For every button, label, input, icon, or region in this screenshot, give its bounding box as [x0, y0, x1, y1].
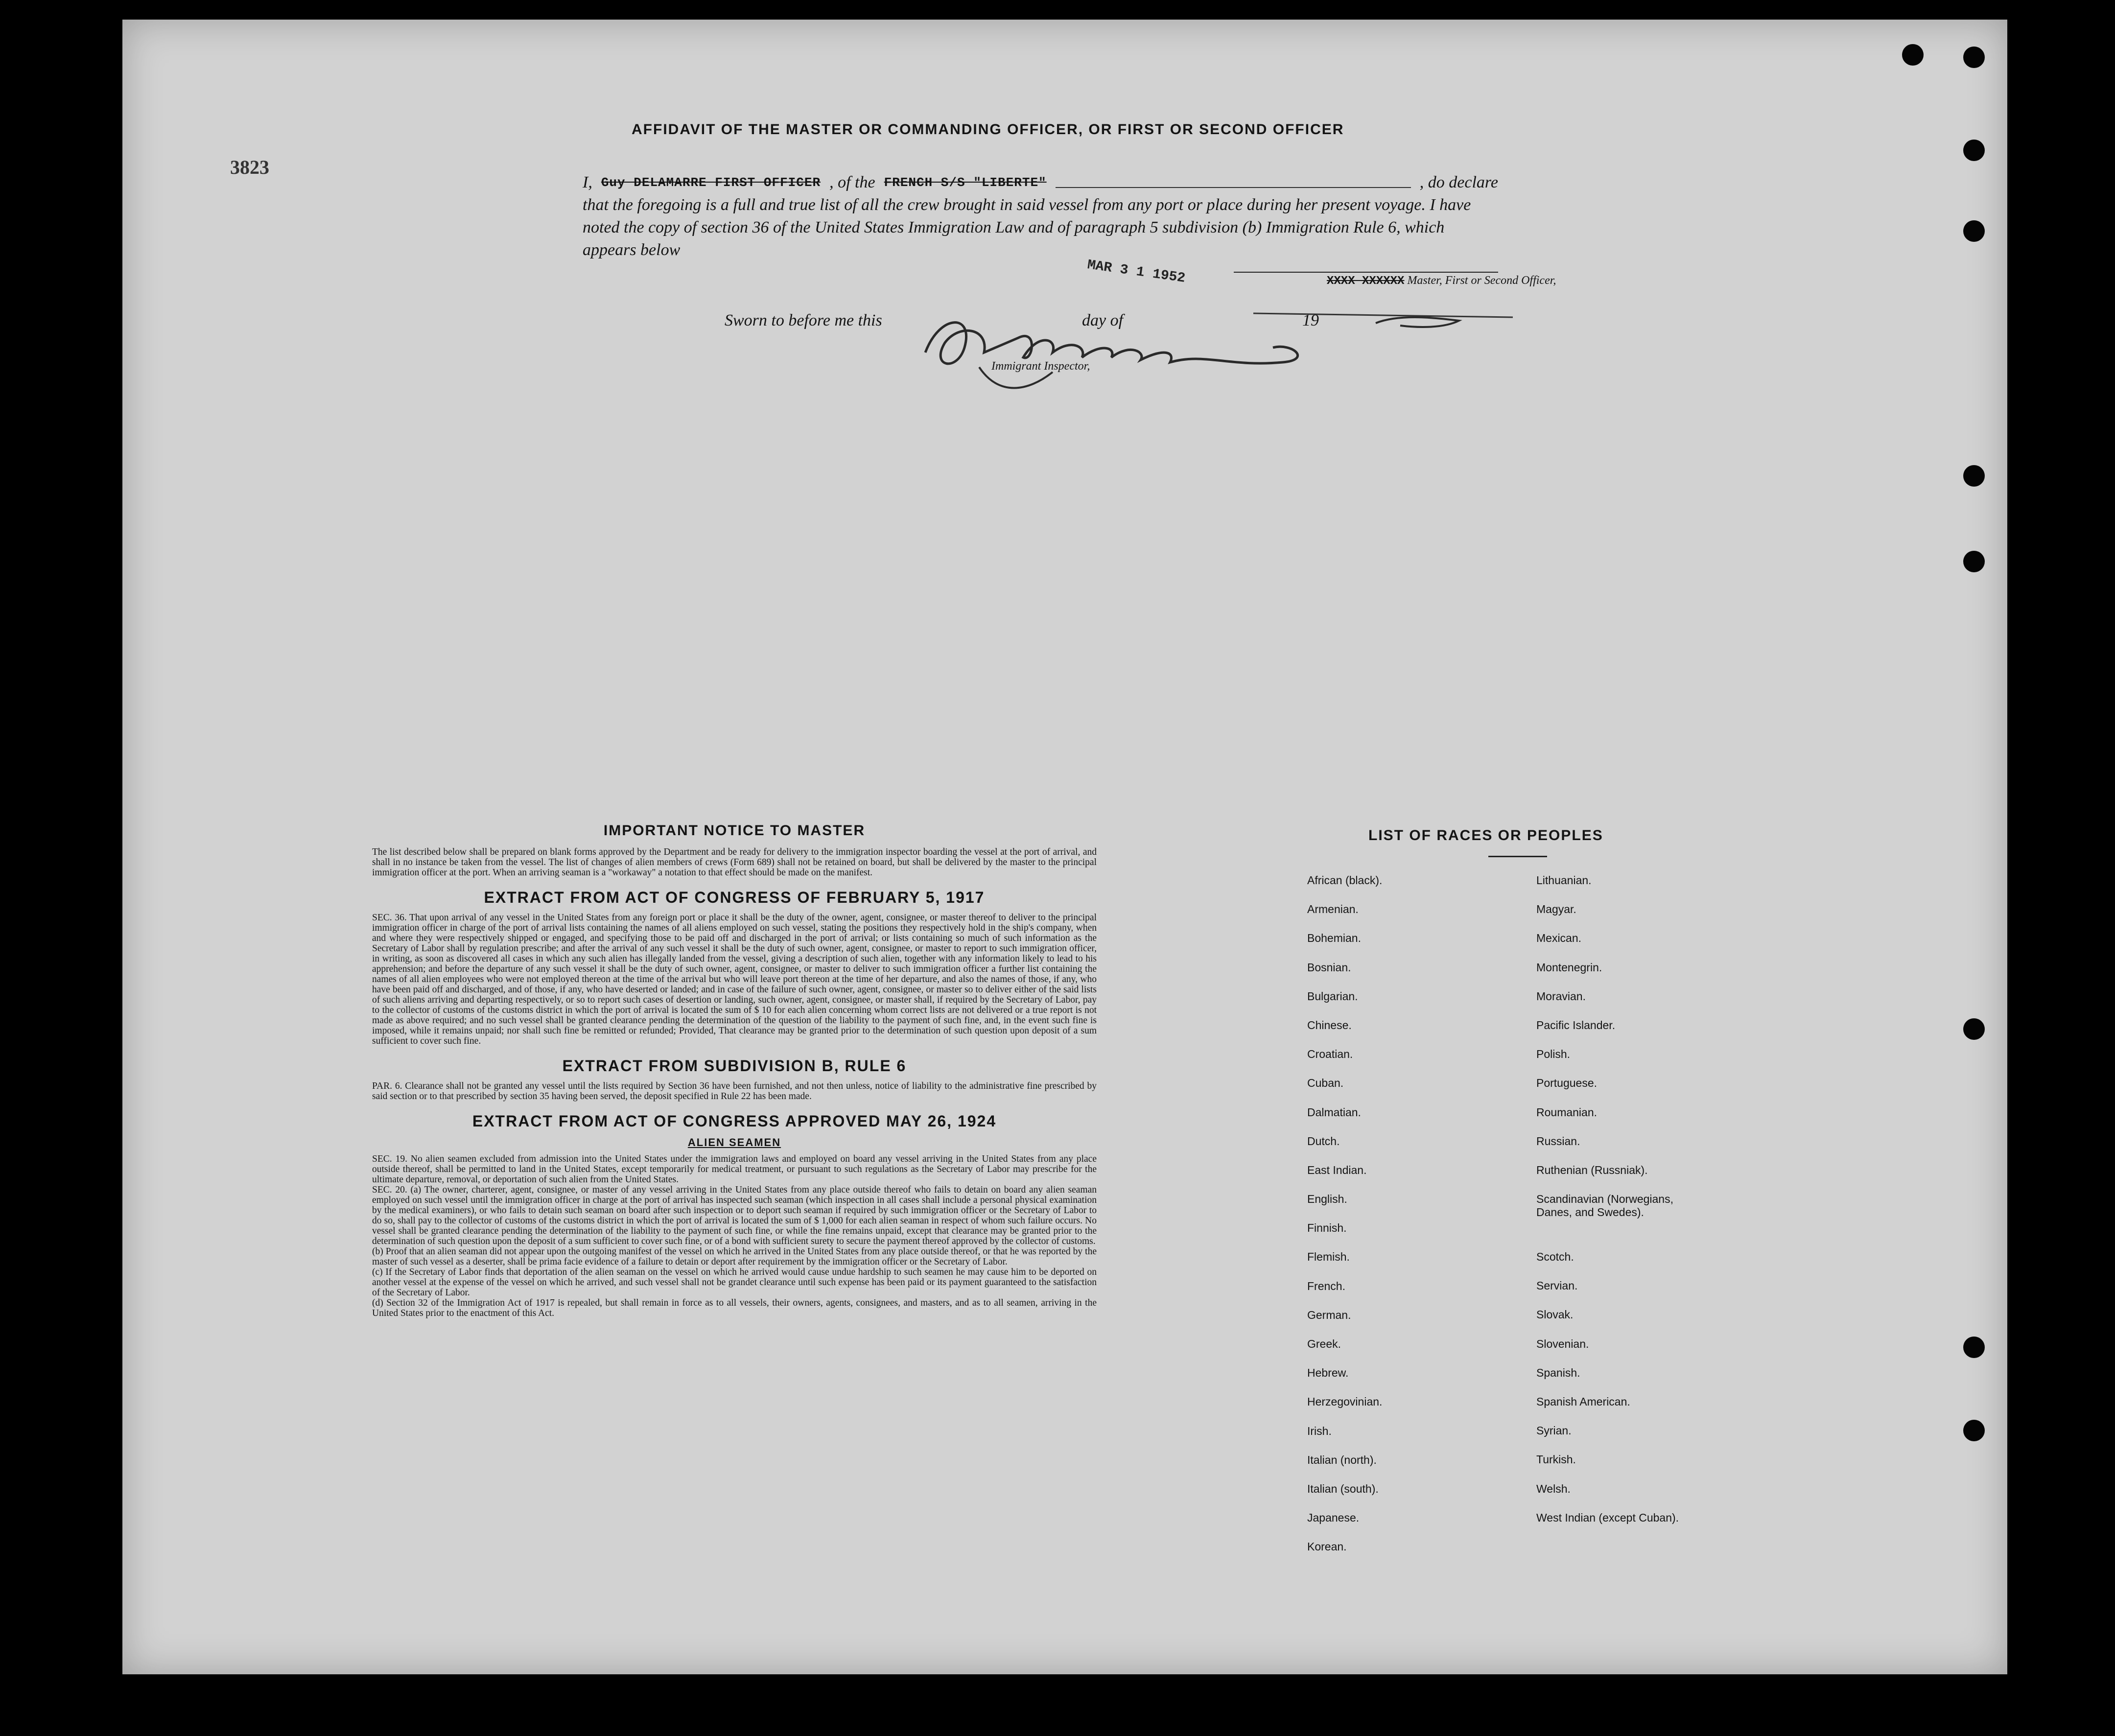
inspector-signature	[911, 294, 1523, 401]
list-item: Croatian.	[1307, 1048, 1353, 1061]
punch-hole-icon	[1902, 44, 1924, 66]
corner-mark: 3823	[230, 156, 269, 178]
punch-hole-icon	[1963, 551, 1985, 572]
punch-hole-icon	[1963, 1420, 1985, 1441]
list-item: Flemish.	[1307, 1250, 1350, 1264]
list-item: Polish.	[1536, 1048, 1571, 1061]
list-item: African (black).	[1307, 874, 1383, 887]
declaration-do-declare: , do declare	[1419, 173, 1498, 191]
sec20a-text: SEC. 20. (a) The owner, charterer, agent, consignee, or master of any vessel arriving in the United States from any place outside thereof who fails to detain on board any alien seaman employed on such vessel until the immigration officer in charge at the port of arrival has inspected such seaman (which inspection in all cases shall include a personal physical examination by the medical examiners), or who fails to detain such seaman on board after such inspection or to deport such seaman if required by such immigration officer or the Secretary of Labor to do so, shall pay to the collector of customs of the customs district in which the port of arrival is located the sum of $ 1,000 for each alien seaman in respect of whom such failure occurs. No vessel shall be granted clearance pending the determination of the liability to the payment of such fine, or while the fine remains unpaid, except that clearance may be granted prior to the determination of such question upon the deposit of a sum sufficient to cover such fine, or of a bond with sufficient surety to secure the payment thereof approved by the collector of customs.	[372, 1185, 1097, 1246]
list-item: Roumanian.	[1536, 1105, 1598, 1119]
list-item: Lithuanian.	[1536, 874, 1592, 887]
list-item: East Indian.	[1307, 1163, 1367, 1176]
punch-hole-icon	[1963, 465, 1985, 487]
list-item: Herzegovinian.	[1307, 1395, 1383, 1408]
races-list-left	[1307, 874, 1454, 1570]
races-title: LIST OF RACES OR PEOPLES	[1368, 827, 1603, 844]
declaration-of-the: , of the	[829, 173, 875, 191]
list-item: Hebrew.	[1307, 1366, 1349, 1380]
extract3-subtitle: ALIEN SEAMEN	[687, 1136, 781, 1149]
extract2-text: PAR. 6. Clearance shall not be granted any vessel until the lists required by Section 36 have been furnished, and not then unless, notice of liability to the administrative fine prescribed by said section or to that prescribed by section 35 having been served, the deposit specified in Rule 22 has been made.	[372, 1081, 1097, 1102]
list-item: Chinese.	[1307, 1018, 1352, 1032]
list-item: Slovak.	[1536, 1308, 1574, 1321]
list-item: Bohemian.	[1307, 932, 1361, 945]
officer-title-text: Master, First or Second Officer,	[1407, 274, 1556, 287]
inspector-label: Immigrant Inspector,	[991, 360, 1090, 373]
list-item: Pacific Islander.	[1536, 1018, 1616, 1032]
list-item: German.	[1307, 1308, 1351, 1321]
list-item: Welsh.	[1536, 1482, 1571, 1495]
list-item: Armenian.	[1307, 903, 1359, 916]
year-prefix: 19	[1302, 311, 1319, 329]
list-item: Cuban.	[1307, 1077, 1344, 1090]
list-item: Italian (north).	[1307, 1453, 1377, 1466]
list-item: Portuguese.	[1536, 1077, 1598, 1090]
punch-hole-icon	[1963, 220, 1985, 242]
sec20d-text: (d) Section 32 of the Immigration Act of 1917 is repealed, but shall remain in force as to all vessels, their owners, agents, consignees, and masters, and as to all seamen, arriving in the United States prior to the enactment of this Act.	[372, 1298, 1097, 1318]
list-item: Scandinavian (Norwegians, Danes, and Swedes).	[1536, 1193, 1673, 1219]
list-item: Scotch.	[1536, 1250, 1574, 1264]
notice-section	[372, 822, 1097, 1318]
races-list-right	[1536, 874, 1732, 1540]
punch-hole-icon	[1963, 140, 1985, 161]
day-of-text: day of	[1082, 311, 1124, 329]
sec20b-text: (b) Proof that an alien seaman did not appear upon the outgoing manifest of the vessel on which he arrived in the United States from any place outside thereof, or that he was reported by the master of such vessel as a deserter, shall be prima facie evidence of a failure to detain or deport after requirement by the immigration officer or the Secretary of Labor.	[372, 1246, 1097, 1267]
list-item: Servian.	[1536, 1279, 1578, 1292]
officer-title-struck: XXXX XXXXXX	[1327, 275, 1405, 288]
sec20c-text: (c) If the Secretary of Labor finds that deportation of the alien seaman on the vessel on which he arrived would cause undue hardship to such seamen he may cause him to be deported on another vessel at the expense of the vessel on which he arrived, and such vessel shall not be grandet clearance until such expense has been paid or its payment guaranteed to the satisfaction of the Secretary of Labor.	[372, 1267, 1097, 1298]
extract1-text: SEC. 36. That upon arrival of any vessel in the United States from any foreign port or place it shall be the duty of the owner, agent, consignee, or master thereof to deliver to the principal immigration officer in charge of the port of arrival lists containing the names of all aliens employed on such vessel, stating the positions they respectively hold in the ship's company, when and where they were respectively shipped or engaged, and specifying those to be paid off and discharged in the port of arrival; or lists containing so much of such information as the Secretary of Labor shall by regulation prescribe; and after the arrival of any such vessel it shall be the duty of such owner, agent, consignee, or master to report to such immigration officer, in writing, as soon as discovered all cases in which any such alien has illegally landed from the vessel, giving a description of such alien, together with any information likely to lead to his apprehension; and before the departure of any such vessel it shall be the duty of such owner, agent, consignee, or master to deliver to such immigration officer a further list containing the names of all alien employees who were not employed thereon at the time of the arrival but who will leave port thereon at the time of her departure, and also the names of those, if any, who have been paid off and discharged, and of those, if any, who have deserted or landed; and in case of the failure of such owner, agent, consignee, or master so to deliver either of the said lists of such aliens arriving and departing respectively, or so to report such cases of desertion or landing, such owner, agent, consignee, or master shall, if required by the Secretary of Labor, pay to the collector of customs of the customs district in which the port of arrival is located the sum of $ 10 for each alien concerning whom correct lists are not delivered or a true report is not made as above required; and no such vessel shall be granted clearance pending the determination of the question of the liability to the payment of such fine, and, in the event such fine is imposed, while it remains unpaid; nor shall such fine be remitted or refunded; Provided, That clearance may be granted prior to the determination of such question upon deposit of a sum sufficient to cover such fine.	[372, 913, 1097, 1046]
list-item: Bosnian.	[1307, 961, 1351, 974]
vessel-name: FRENCH S/S "LIBERTE"	[884, 175, 1047, 190]
list-item: Japanese.	[1307, 1511, 1360, 1525]
affidavit-declaration	[583, 171, 1498, 261]
list-item: English.	[1307, 1193, 1347, 1206]
punch-hole-icon	[1963, 1337, 1985, 1358]
list-item: Ruthenian (Russniak).	[1536, 1163, 1648, 1176]
list-item: Bulgarian.	[1307, 989, 1358, 1003]
list-item: Korean.	[1307, 1540, 1347, 1553]
extract3-title: EXTRACT FROM ACT OF CONGRESS APPROVED MAY 26, 1924	[472, 1112, 997, 1130]
list-item: Magyar.	[1536, 903, 1576, 916]
list-item: Mexican.	[1536, 932, 1582, 945]
list-item: Russian.	[1536, 1134, 1580, 1148]
list-item: Greek.	[1307, 1337, 1341, 1350]
races-divider	[1488, 856, 1547, 857]
list-item: Moravian.	[1536, 989, 1586, 1003]
list-item: Slovenian.	[1536, 1337, 1589, 1350]
extract1-title: EXTRACT FROM ACT OF CONGRESS OF FEBRUARY 5, 1917	[484, 889, 985, 906]
list-item: Syrian.	[1536, 1424, 1572, 1437]
list-item: Montenegrin.	[1536, 961, 1602, 974]
punch-hole-icon	[1963, 1018, 1985, 1040]
signature-line	[1234, 272, 1498, 273]
list-item: Italian (south).	[1307, 1482, 1379, 1495]
sec19-text: SEC. 19. No alien seamen excluded from admission into the United States under the immigration laws and employed on board any vessel arriving in the United States from any place outside thereof, shall be permitted to land in the United States, except temporarily for medical treatment, or pursuant to such regulations as the Secretary of Labor may prescribe for the ultimate departure, removal, or deportation of such alien from the United States.	[372, 1154, 1097, 1185]
extract2-title: EXTRACT FROM SUBDIVISION B, RULE 6	[562, 1057, 907, 1075]
date-stamp: MAR 3 1 1952	[1086, 258, 1186, 286]
affidavit-title: AFFIDAVIT OF THE MASTER OR COMMANDING OFFICER, OR FIRST OR SECOND OFFICER	[632, 121, 1344, 138]
list-item: Spanish.	[1536, 1366, 1580, 1379]
sworn-text: Sworn to before me this	[725, 311, 882, 329]
punch-hole-icon	[1963, 47, 1985, 68]
declaration-body: that the foregoing is a full and true list of all the crew brought in said vessel from any port or place during her present voyage. I have noted the copy of section 36 of the United States Immigration Law and of paragraph 5 subdivision (b) Immigration Rule 6, which appears below	[583, 196, 1471, 259]
list-item: Irish.	[1307, 1424, 1332, 1437]
list-item: Dalmatian.	[1307, 1105, 1361, 1119]
declaration-i: I,	[583, 173, 592, 191]
officer-title	[1327, 274, 1556, 288]
notice-text: The list described below shall be prepared on blank forms approved by the Department and be ready for delivery to the immigration inspector boarding the vessel at the port of arrival, and shall in no instance be taken from the vessel. The list of changes of alien members of crews (Form 689) shall not be retained on board, but shall be delivered by the master to the principal immigration officer at the port. When an arriving seaman is a "workaway" a notation to that effect should be made on the manifest.	[372, 847, 1097, 878]
notice-title: IMPORTANT NOTICE TO MASTER	[603, 822, 866, 839]
list-item: French.	[1307, 1279, 1345, 1292]
list-item: West Indian (except Cuban).	[1536, 1511, 1679, 1524]
list-item: Turkish.	[1536, 1453, 1576, 1466]
list-item: Dutch.	[1307, 1134, 1340, 1148]
list-item: Finnish.	[1307, 1221, 1347, 1235]
officer-name: Guy DELAMARRE FIRST OFFICER	[601, 175, 821, 190]
list-item: Spanish American.	[1536, 1395, 1630, 1408]
